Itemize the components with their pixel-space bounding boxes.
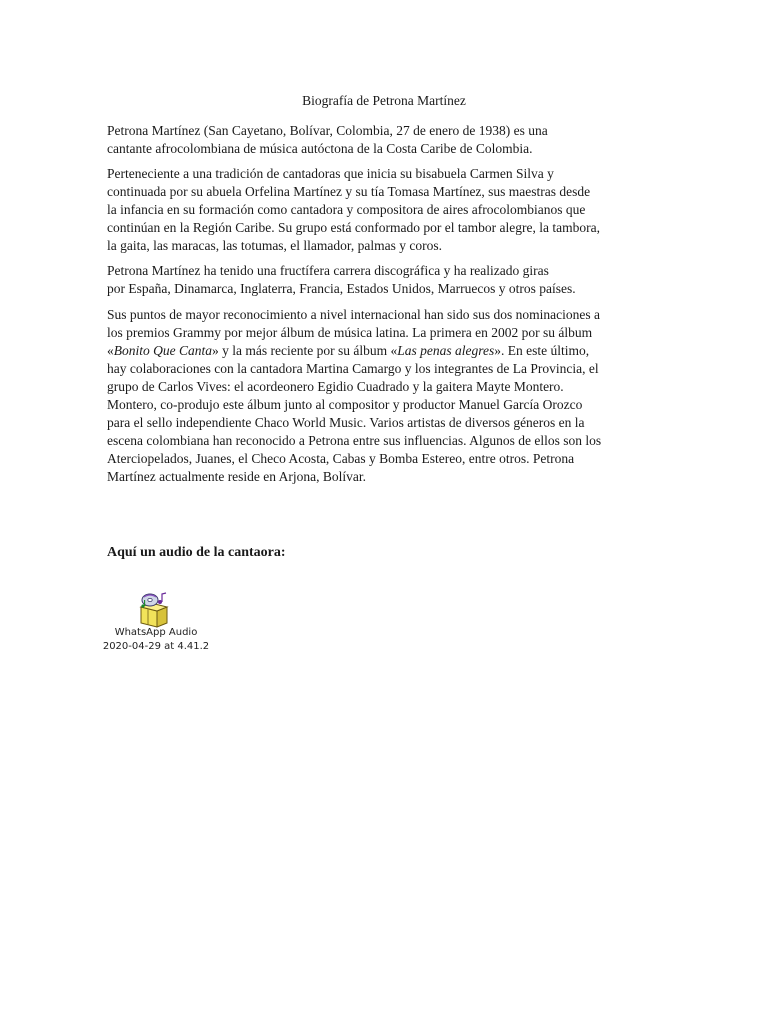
paragraph-line: Perteneciente a una tradición de cantadoras que inicia su bisabuela Carmen Silva y: [107, 166, 554, 181]
audio-heading: Aquí un audio de la cantaora:: [107, 545, 286, 560]
quote-open: «: [107, 343, 114, 358]
audio-file-package-icon[interactable]: [135, 591, 171, 629]
paragraph-line: Martínez actualmente reside en Arjona, Bolívar.: [107, 469, 367, 484]
attachment-date[interactable]: 2020-04-29 at 4.41.2: [102, 641, 210, 652]
paragraph-line: por España, Dinamarca, Inglaterra, Francia, Estados Unidos, Marruecos y otros países.: [107, 281, 576, 296]
paragraph-line: Sus puntos de mayor reconocimiento a nivel internacional han sido sus dos nominaciones a: [107, 307, 601, 322]
paragraph-line: [107, 342, 601, 360]
paragraph-line: para el sello independiente Chaco World Music. Varios artistas de diversos géneros en la: [107, 415, 585, 430]
paragraph-line: continuada por su abuela Orfelina Martínez y su tía Tomasa Martínez, sus maestras desde: [107, 184, 591, 199]
document-title: Biografía de Petrona Martínez: [302, 93, 466, 108]
paragraph-line: grupo de Carlos Vives: el acordeonero Egidio Cuadrado y la gaitera Mayte Montero.: [107, 379, 564, 394]
text-segment: ». En este último,: [494, 343, 590, 358]
paragraph-line: la infancia en su formación como cantadora y compositora de aires afrocolombianos que: [107, 202, 586, 217]
paragraph-line: cantante afrocolombiana de música autóctona de la Costa Caribe de Colombia.: [107, 141, 533, 156]
paragraph-tradition: [107, 165, 600, 255]
paragraph-line: continúan en la Región Caribe. Su grupo está conformado por el tambor alegre, la tambora,: [107, 220, 600, 235]
attachment-name[interactable]: WhatsApp Audio: [114, 627, 198, 638]
album-title-bonito-que-canta: Bonito Que Canta: [113, 343, 212, 358]
paragraph-line: escena colombiana han reconocido a Petrona entre sus influencias. Algunos de ellos son los: [107, 433, 602, 448]
paragraph-recognition: [107, 306, 601, 486]
paragraph-line: Petrona Martínez (San Cayetano, Bolívar, Colombia, 27 de enero de 1938) es una: [107, 123, 548, 138]
paragraph-career: [107, 262, 576, 298]
text-segment: » y la más reciente por su álbum «: [212, 343, 398, 358]
paragraph-line: la gaita, las maracas, las totumas, el llamador, palmas y coros.: [107, 238, 442, 253]
paragraph-line: Montero, co-produjo este álbum junto al compositor y productor Manuel García Orozco: [107, 397, 583, 412]
paragraph-intro: [107, 122, 548, 158]
paragraph-line: Aterciopelados, Juanes, el Checo Acosta, Cabas y Bomba Estereo, entre otros. Petrona: [107, 451, 575, 466]
paragraph-line: hay colaboraciones con la cantadora Martina Camargo y los integrantes de La Provincia, el: [107, 361, 599, 376]
paragraph-line: los premios Grammy por mejor álbum de música latina. La primera en 2002 por su álbum: [107, 325, 593, 340]
album-title-las-penas-alegres: Las penas alegres: [397, 343, 495, 358]
attachment-caption[interactable]: [96, 626, 216, 654]
paragraph-line: Petrona Martínez ha tenido una fructífera carrera discográfica y ha realizado giras: [107, 263, 549, 278]
